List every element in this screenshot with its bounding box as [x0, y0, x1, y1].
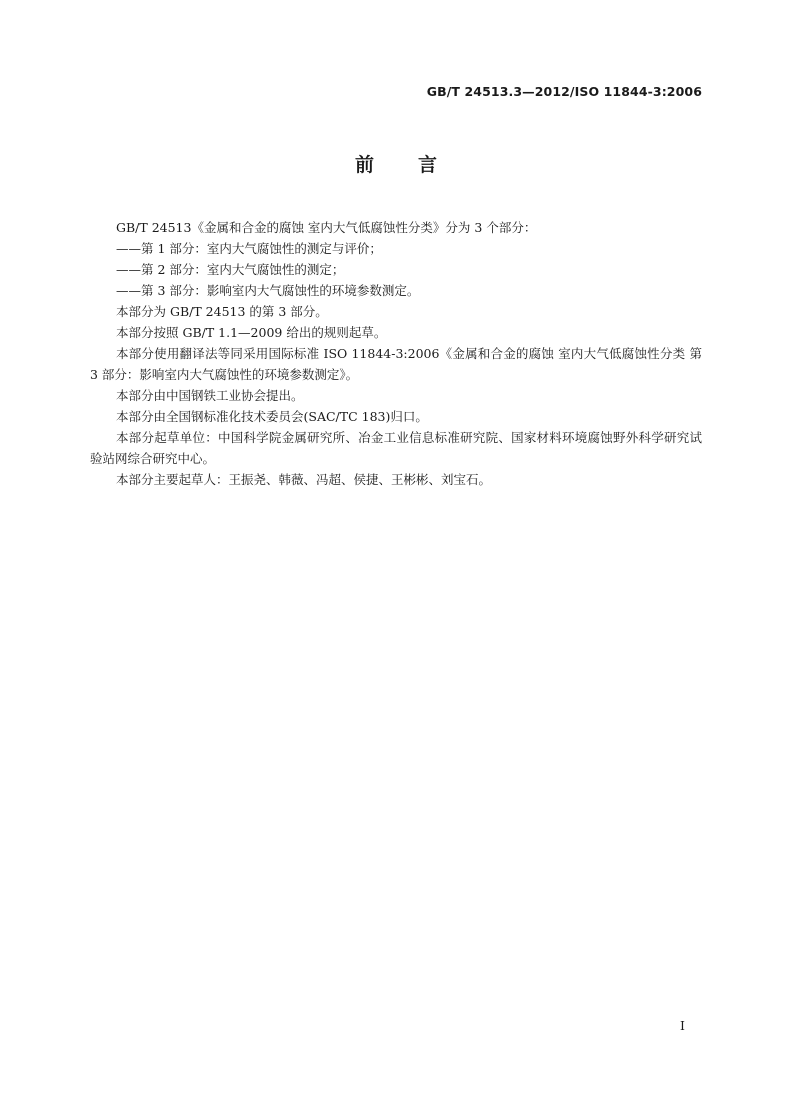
list-item-part-1: ——第 1 部分：室内大气腐蚀性的测定与评价； [116, 241, 382, 256]
page-number: I [680, 1018, 685, 1033]
standard-code-header: GB/T 24513.3—2012/ISO 11844-3:2006 [426, 84, 702, 99]
list-item-part-3: ——第 3 部分：影响室内大气腐蚀性的环境参数测定。 [116, 283, 420, 298]
paragraph-proposer: 本部分由中国钢铁工业协会提出。 [116, 388, 304, 403]
page-title: 前言 [354, 154, 481, 176]
paragraph-part-statement: 本部分为 GB/T 24513 的第 3 部分。 [116, 304, 328, 319]
paragraph-adoption: 本部分使用翻译法等同采用国际标准 ISO 11844-3:2006《金属和合金的腐蚀 室内大气低腐蚀性分类 第 3 部分：影响室内大气腐蚀性的环境参数测定》。 [90, 346, 702, 382]
paragraph-drafting-units: 本部分起草单位：中国科学院金属研究所、冶金工业信息标准研究院、国家材料环境腐蚀野外科学研究试验站网综合研究中心。 [90, 430, 702, 466]
paragraph-committee: 本部分由全国钢标准化技术委员会(SAC/TC 183)归口。 [116, 409, 428, 424]
foreword-body [90, 217, 702, 490]
paragraph-drafters: 本部分主要起草人：王振尧、韩薇、冯超、侯捷、王彬彬、刘宝石。 [116, 472, 492, 487]
paragraph-drafting-rules: 本部分按照 GB/T 1.1—2009 给出的规则起草。 [116, 325, 387, 340]
list-item-part-2: ——第 2 部分：室内大气腐蚀性的测定； [116, 262, 345, 277]
paragraph-intro: GB/T 24513《金属和合金的腐蚀 室内大气低腐蚀性分类》分为 3 个部分： [116, 220, 537, 235]
